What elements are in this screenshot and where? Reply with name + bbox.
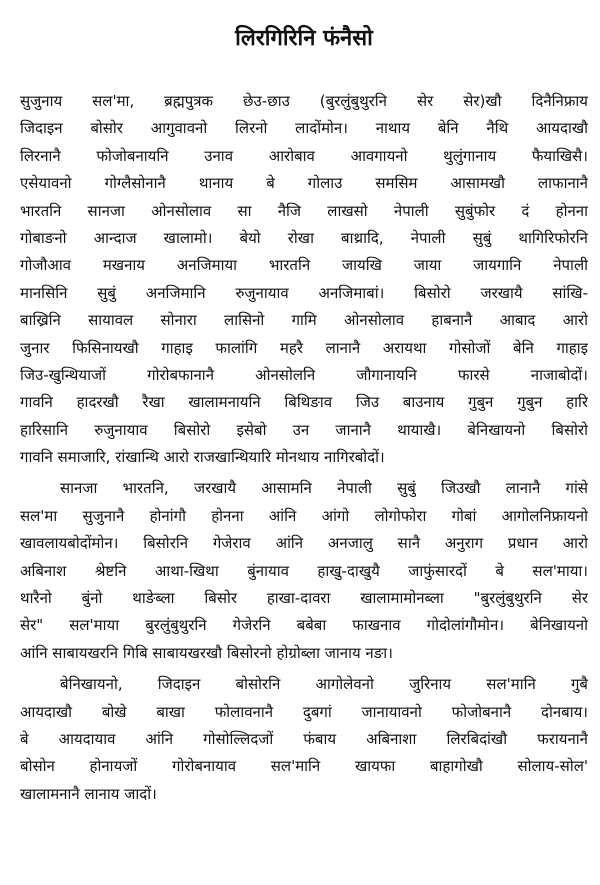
text-line: बाख्रिनि सायावल सोनारा लासिनो गामि ओनसोलाव हाबनानै आबाद आरो [20,311,588,330]
text-line: बोसोन होनायजों गोरोबनायाव सल'मानि खायफा बाहागोखौ सोलाय-सोल' [20,757,588,776]
text-line: लिरनानै फोजोबनायनि उनाव आरोबाव आवगायनो थुलुंगानाय फैयाखिसै। [20,146,588,165]
text-line: भारतनि सानजा ओनसोलाव सा नैजि लाखसो नेपाली सुबुंफोर दं होनना [20,201,588,220]
paragraph [20,88,588,471]
text-line: गावनि हादरखौ रैखा खालामनायनि बिथिङाव जिउ बाउनाय गुबुन गुबुन हारि [20,393,588,412]
text-line: बे आयदायाव आंनि गोसोल्लिदजों फंबाय अबिनाशा लिरबिदांखौ फरायनानै [20,729,588,748]
page-title: लिरगिरिनि फंनैसो [235,26,373,51]
text-line: एसेयावनो गोग्लैसोनानै थानाय बे गोलाउ समसिम आसामखौ लाफानानै [20,174,588,193]
paragraph [20,671,588,808]
text-line: आंनि साबायखरनि गिबि साबायखरखौ बिसोरनो होग्रोब्ला जानाय नङा। [20,643,393,662]
text-line: जुनार फिसिनायखौ गाहाइ फालांगि महरै लानानै अरायथा गोसोजों बेनि गाहाइ [20,338,588,357]
text-line: अबिनाश श्रेष्टनि आथा-खिथा बुंनायाव हाखु-दाखुयै जाफुंसारदों बे सल'माया। [20,561,588,580]
text-line: जिदाइन बोसोर आगुवावनो लिरनो लादोंमोन। नाथाय बेनि नैथि आयदाखौ [20,119,588,138]
text-line: जिउ-खुन्थियाजों गोरोबफानानै ओनसोलनि जौगानायनि फारसे नाजाबोदों। [20,365,588,384]
document-body [20,88,588,808]
text-line: खावलायबोदोंमोन। बिसोरनि गेजेराव आंनि अनजालु सानै अनुराग प्रधान आरो [20,534,588,553]
text-line: गोजौआव मखनाय अनजिमाया भारतनि जायखि जाया जायगानि नेपाली [20,256,588,275]
paragraph [20,475,588,667]
text-line: मानसिनि सुबुं अनजिमानि रुजुनायाव अनजिमाबां। बिसोरो जरखायै सांखि- [20,283,588,302]
text-line: गोबाङनो आन्दाज खालामो। बेयो रोखा बाथ्रादि, नेपाली सुबुं थागिरिफोरनि [20,228,588,247]
text-line: सेर" सल'माया बुरलुंबुथुरनि गेजेरनि बबेबा फाखनाव गोदोलांगौमोन। बेनिखायनो [20,616,588,635]
text-line: बेनिखायनो, जिदाइन बोसोरनि आगोलेवनो जुरिनाय सल'मानि गुबै [60,675,588,694]
text-line: थारैनो बुंनो थाङेब्ला बिसोर हाखा-दावरा खालामामोनब्ला "बुरलुंबुथुरनि सेर [20,589,588,608]
text-line: गावनि समाजारि, रांखान्थि आरो राजखान्थियारि मोनथाय नागिरबोदों। [20,448,385,467]
text-line: सानजा भारतनि, जरखायै आसामनि नेपाली सुबुं जिउखौ लानानै गांसे [60,479,588,498]
text-line: खालामनानै लानाय जादों। [20,784,157,803]
text-line: हारिसानि रुजुनायाव बिसोरो इसेबो उन जानानै थायाखै। बेनिखायनो बिसोरो [20,420,588,439]
text-line: आयदाखौ बोखे बाखा फोलावनानै दुबगां जानायावनो फोजोबनानै दोनबाय। [20,702,588,721]
text-line: सुजुनाय सल'मा, ब्रह्मपुत्रक छेउ-छाउ (बुरलुंबुथुरनि सेर सेर)खौ दिनैनिफ्राय [20,92,588,110]
text-line: सल'मा सुजुनानै होनांगौ होनना आंनि आंगो लोगोफोरा गोबां आगोलनिफ्रायनो [20,506,588,525]
